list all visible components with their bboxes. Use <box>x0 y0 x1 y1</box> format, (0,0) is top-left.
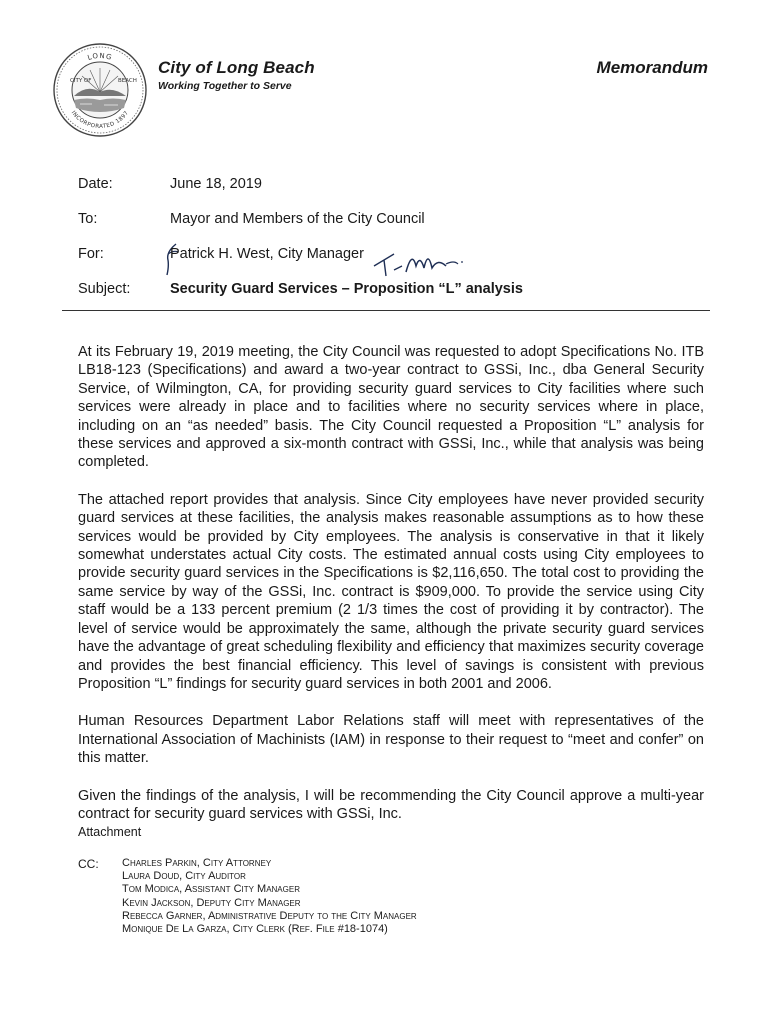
cc-recipient: Laura Doud, City Auditor <box>122 870 246 883</box>
org-name: City of Long Beach <box>158 58 315 77</box>
subject-label: Subject: <box>78 281 131 297</box>
date-label: Date: <box>78 176 113 192</box>
svg-text:CITY OF: CITY OF <box>70 78 92 84</box>
cc-recipient: Rebecca Garner, Administrative Deputy to the City Manager <box>122 909 417 922</box>
cc-label: CC: <box>78 857 99 871</box>
for-label: For: <box>78 246 104 262</box>
to-row <box>78 211 708 246</box>
memo-body <box>78 343 704 842</box>
body-paragraph: Human Resources Department Labor Relations staff will meet with representatives of the International Association of Machinists (IAM) in response to their request to “meet and confer” on this matter. <box>78 713 704 767</box>
signature-icon <box>372 246 492 280</box>
org-block <box>158 58 315 93</box>
header-divider <box>62 310 710 311</box>
to-label: To: <box>78 211 98 227</box>
cc-recipient: Kevin Jackson, Deputy City Manager <box>122 896 301 909</box>
cc-recipient: Monique De La Garza, City Clerk (Ref. File #18-1074) <box>122 923 388 936</box>
body-paragraph: The attached report provides that analysis. Since City employees have never provided security guard services at these facilities, the analysis makes reasonable assumptions as to how these services would be provided by City employees. The analysis is conservative in that it likely somewhat understates actual City costs. The estimated annual costs using City employees to provide security guard services in the Specifications is $2,116,650. The total cost to providing the same service by way of the GSSi, Inc. contract is $909,000. To provide the service using City staff would be a 133 percent premium (2 1/3 times the cost of providing it by contractor). The level of service would be approximately the same, although the private security guard services have the advantage of great scheduling flexibility and efficiency that maximizes security coverage and provides the best financial efficiency. This level of savings is consistent with previous Proposition “L” findings for security guard services in both 2001 and 2006. <box>78 491 704 692</box>
for-value: Patrick H. West, City Manager <box>170 246 364 262</box>
org-tagline: Working Together to Serve <box>158 80 292 92</box>
subject-value: Security Guard Services – Proposition “L” analysis <box>170 281 523 297</box>
body-paragraph: Given the findings of the analysis, I will be recommending the City Council approve a multi-year contract for security guard services with GSSi, Inc. <box>78 787 704 822</box>
to-value: Mayor and Members of the City Council <box>170 211 425 227</box>
cc-recipient: Charles Parkin, City Attorney <box>122 857 272 869</box>
cc-list <box>122 857 602 936</box>
attachment-note: Attachment <box>78 825 142 839</box>
for-row <box>78 246 708 281</box>
svg-text:INCORPORATED 1897: INCORPORATED 1897 <box>69 110 131 131</box>
date-row <box>78 176 708 211</box>
memo-header-fields <box>78 176 708 316</box>
date-value: June 18, 2019 <box>170 176 262 192</box>
city-seal-icon <box>52 42 148 138</box>
cc-recipient: Tom Modica, Assistant City Manager <box>122 883 300 896</box>
svg-text:BEACH: BEACH <box>118 78 137 84</box>
document-type: Memorandum <box>596 58 708 77</box>
body-paragraph: At its February 19, 2019 meeting, the City Council was requested to adopt Specifications No. ITB LB18-123 (Specifications) and award a two-year contract to GSSi, Inc., dba General Security Service, of Wilmington, CA, for providing security guard services to City facilities where such services were already in place and to facilities where no security services where in place, including on an “as needed” basis. The City Council requested a Proposition “L” analysis for these services and approved a six-month contract with GSSi, Inc., while that analysis was being completed. <box>78 344 704 471</box>
svg-text:LONG: LONG <box>86 51 114 63</box>
